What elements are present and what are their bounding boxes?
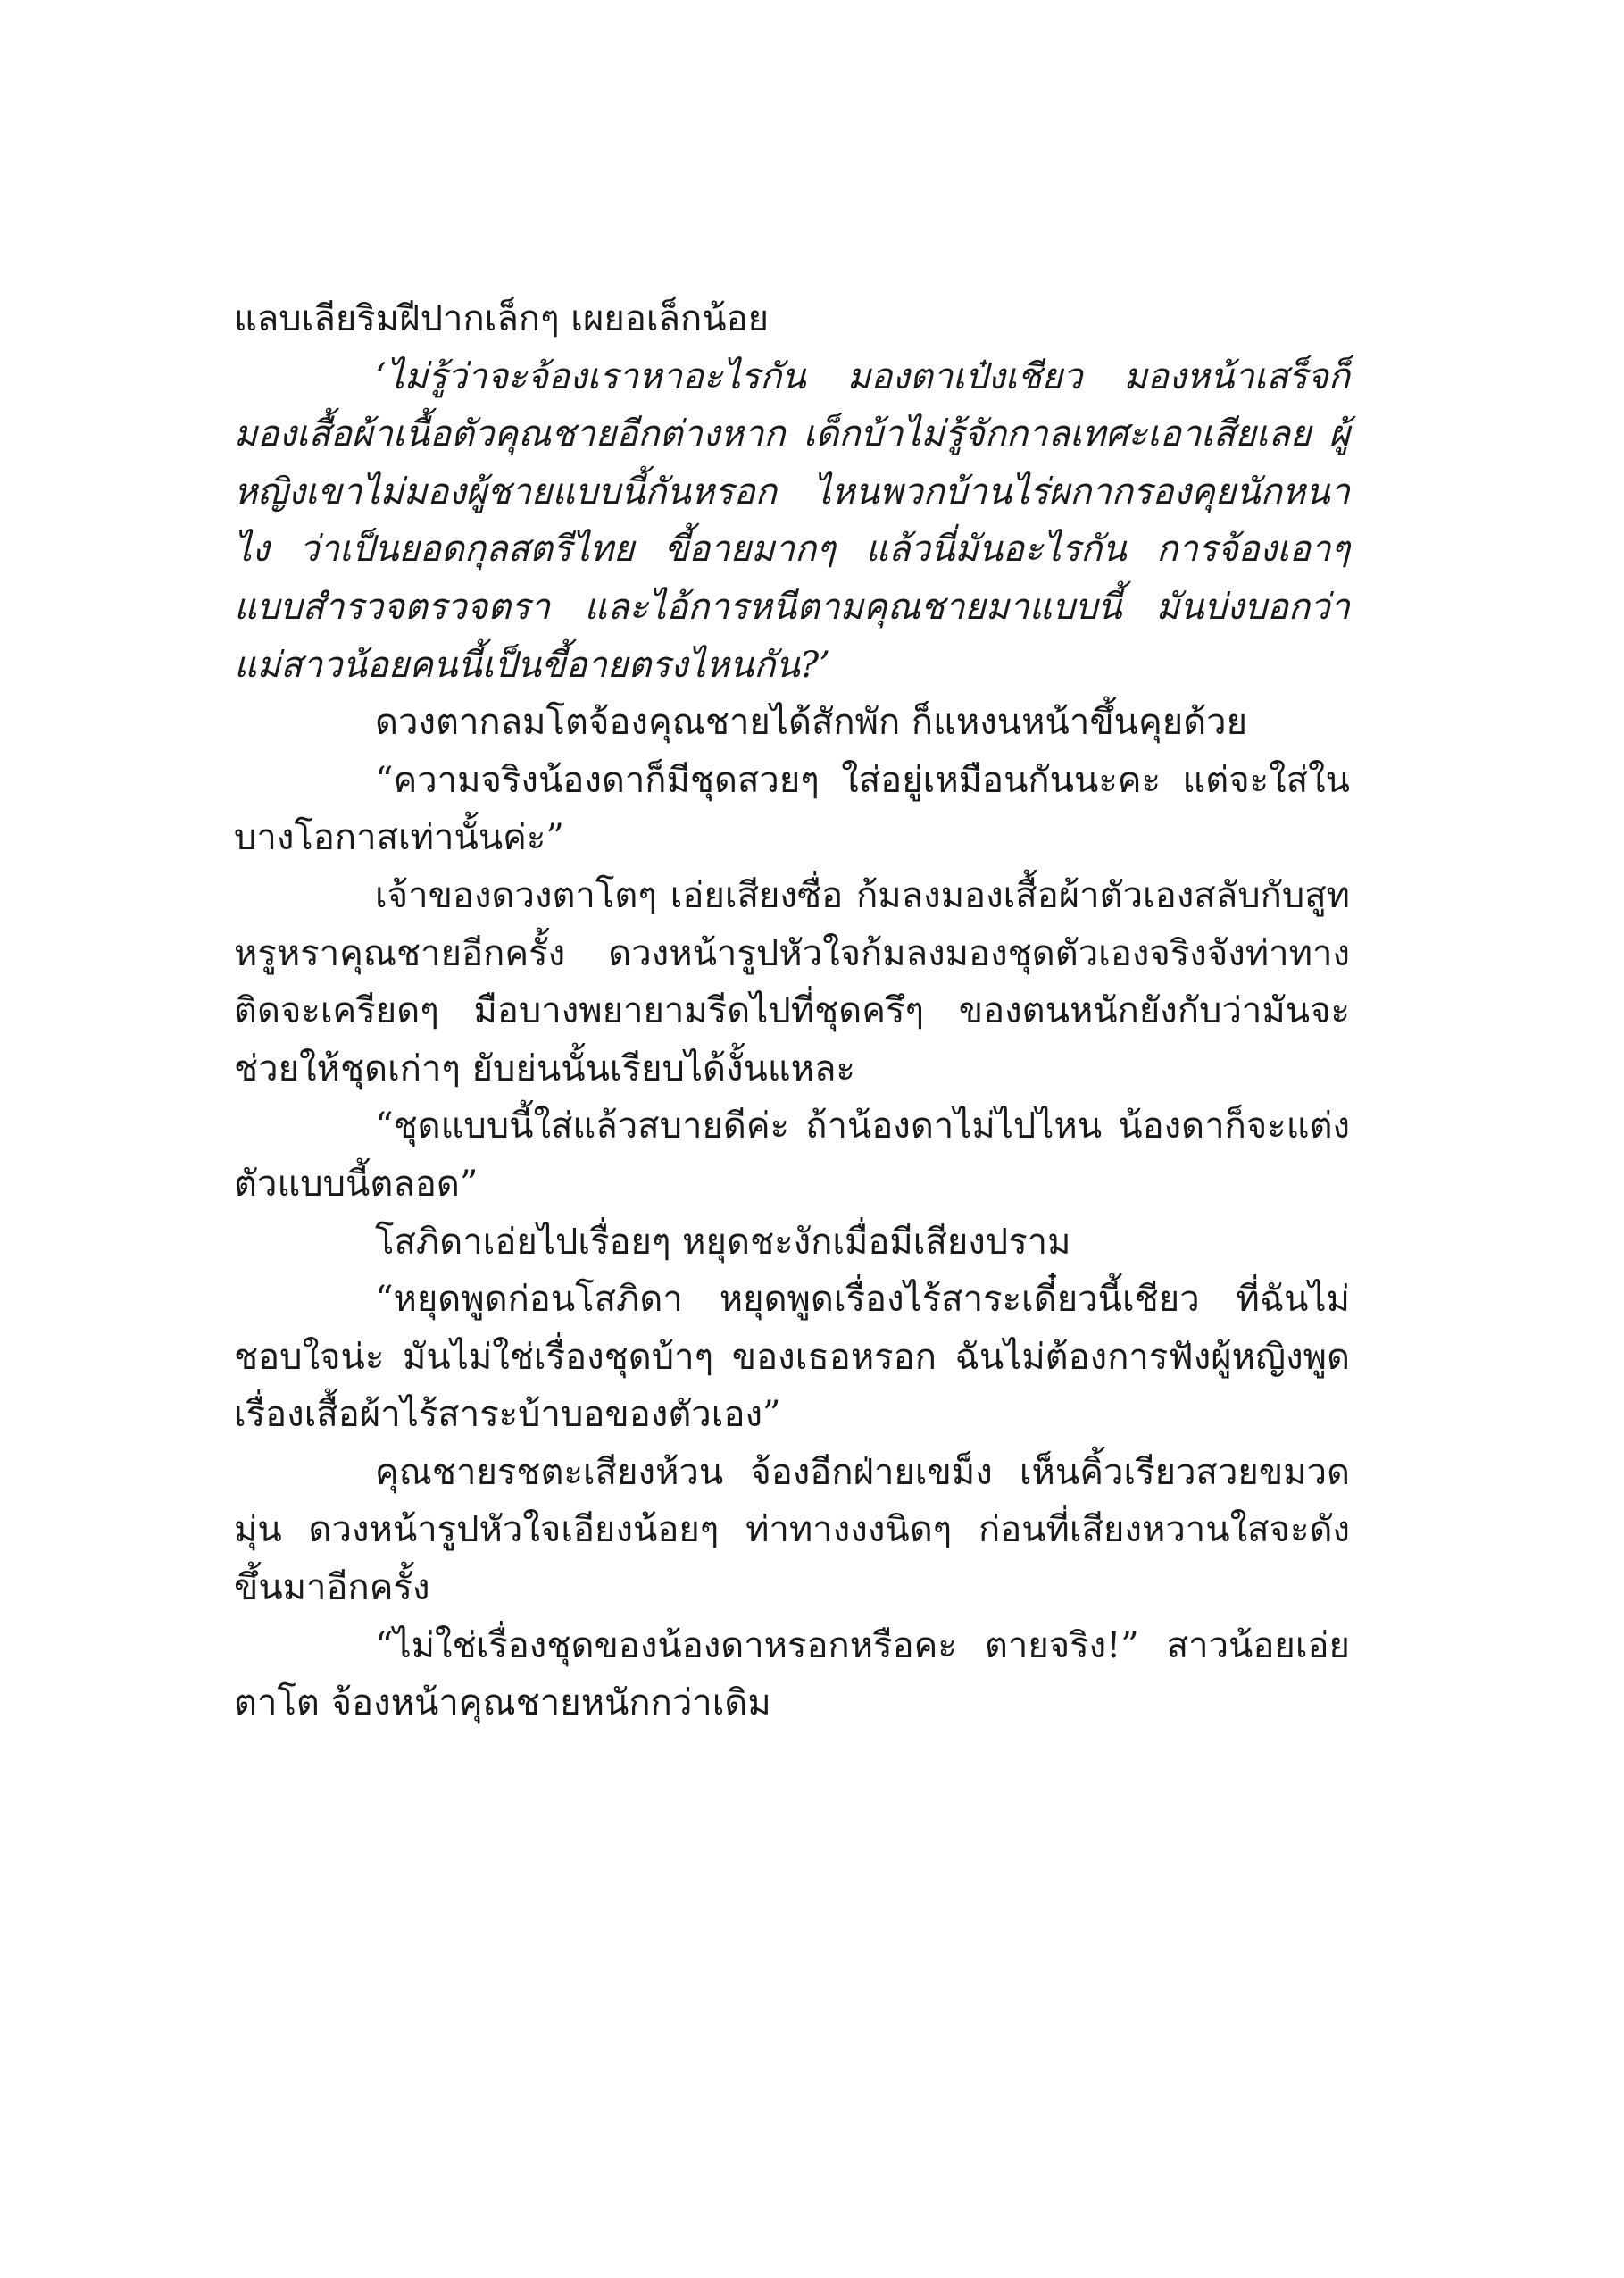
paragraph-7: โสภิดาเอ่ยไปเรื่อยๆ หยุดชะงักเมื่อมีเสียงปราม (375, 1221, 1071, 1263)
paragraph-8-dialogue: “หยุดพูดก่อนโสภิดา หยุดพูดเรื่องไร้สาระเดี๋ยวนี้เชียว ที่ฉันไม่ชอบใจน่ะ มันไม่ใช่เรื่องชุดบ้าๆ ของเธอหรอก ฉันไม่ต้องการฟังผู้หญิงพูดเรื่องเสื้อผ้าไร้สาระบ้าบอของตัวเอง” (234, 1279, 1350, 1436)
paragraph-9: คุณชายรชตะเสียงห้วน จ้องอีกฝ่ายเขม็ง เห็นคิ้วเรียวสวยขมวดมุ่น ดวงหน้ารูปหัวใจเอียงน้อยๆ ท่าทางงงนิดๆ ก่อนที่เสียงหวานใสจะดังขึ้นมาอีกครั้ง (234, 1451, 1350, 1609)
paragraph-3: ดวงตากลมโตจ้องคุณชายได้สักพัก ก็แหงนหน้าขึ้นคุยด้วย (375, 702, 1248, 744)
paragraph-4-dialogue: “ความจริงน้องดาก็มีชุดสวยๆ ใส่อยู่เหมือนกันนะคะ แต่จะใส่ในบางโอกาสเท่านั้นค่ะ” (234, 759, 1350, 859)
page-body (234, 290, 1350, 1732)
paragraph-5: เจ้าของดวงตาโตๆ เอ่ยเสียงซื่อ ก้มลงมองเสื้อผ้าตัวเองสลับกับสูทหรูหราคุณชายอีกครั้ง ดวงหน้ารูปหัวใจก้มลงมองชุดตัวเองจริงจังท่าทางติดจะเครียดๆ มือบางพยายามรีดไปที่ชุดครึๆ ของตนหนักยังกับว่ามันจะช่วยให้ชุดเก่าๆ ยับย่นนั้นเรียบได้งั้นแหละ (234, 874, 1350, 1089)
paragraph-2-inner-thought: ‘ไม่รู้ว่าจะจ้องเราหาอะไรกัน มองตาเป๋งเชียว มองหน้าเสร็จก็มองเสื้อผ้าเนื้อตัวคุณชายอีกต่างหาก เด็กบ้าไม่รู้จักกาลเทศะเอาเสียเลย ผู้หญิงเขาไม่มองผู้ชายแบบนี้กันหรอก ไหนพวกบ้านไร่ผกากรองคุยนักหนาไง ว่าเป็นยอดกุลสตรีไทย ขี้อายมากๆ แล้วนี่มันอะไรกัน การจ้องเอาๆ แบบสำรวจตรวจตรา และไอ้การหนีตามคุณชายมาแบบนี้ มันบ่งบอกว่าแม่สาวน้อยคนนี้เป็นขี้อายตรงไหนกัน?’ (234, 355, 1350, 686)
paragraph-1: แลบเลียริมฝีปากเล็กๆ เผยอเล็กน้อย (234, 298, 770, 339)
paragraph-6-dialogue: “ชุดแบบนี้ใส่แล้วสบายดีค่ะ ถ้าน้องดาไม่ไปไหน น้องดาก็จะแต่งตัวแบบนี้ตลอด” (234, 1106, 1350, 1205)
paragraph-10-dialogue: “ไม่ใช่เรื่องชุดของน้องดาหรอกหรือคะ ตายจริง!” สาวน้อยเอ่ยตาโต จ้องหน้าคุณชายหนักกว่าเดิม (234, 1624, 1350, 1724)
